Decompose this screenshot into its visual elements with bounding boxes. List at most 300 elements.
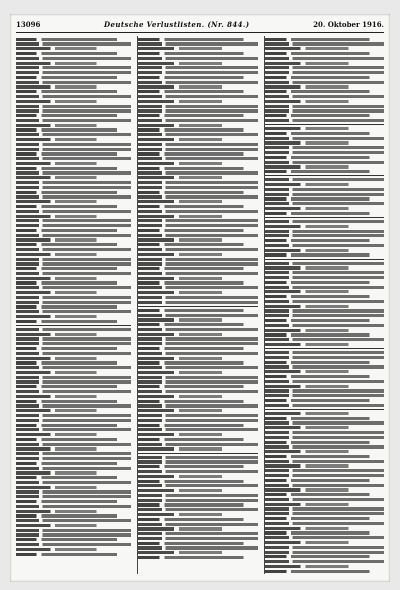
text-line [265, 165, 384, 168]
text-line [265, 507, 384, 510]
text-line [265, 338, 384, 341]
text-line [138, 119, 257, 122]
text-line [138, 176, 257, 179]
text-line [16, 42, 131, 45]
text-line [138, 465, 257, 468]
text-line [265, 85, 384, 88]
text-line [265, 188, 384, 191]
text-line [16, 476, 131, 479]
text-line [138, 551, 257, 554]
text-line [265, 324, 384, 327]
text-line [265, 361, 384, 364]
text-line [265, 356, 384, 359]
text-line [138, 433, 257, 436]
text-line [138, 371, 257, 374]
text-line [265, 105, 384, 108]
text-line [138, 376, 257, 379]
text-line [138, 258, 257, 261]
text-line [265, 455, 384, 458]
text-line [16, 272, 131, 275]
publication-title: Deutsche Verlustlisten. [104, 20, 205, 29]
text-line [16, 533, 131, 536]
text-line [16, 553, 131, 556]
text-line [16, 262, 131, 265]
text-line [138, 361, 257, 364]
text-line [16, 414, 131, 417]
text-line [265, 512, 384, 515]
text-block [16, 36, 131, 557]
text-line [138, 443, 257, 446]
text-line [16, 320, 131, 323]
text-line [265, 441, 384, 444]
text-line [16, 76, 131, 79]
text-line [16, 395, 131, 398]
text-line [265, 555, 384, 558]
page-number: 13096 [16, 20, 41, 29]
text-line [265, 503, 384, 506]
text-line [265, 109, 384, 112]
text-line [16, 105, 131, 108]
text-line [16, 181, 131, 184]
text-line [138, 76, 257, 79]
text-line [265, 560, 384, 563]
text-line [265, 212, 384, 215]
text-line [265, 132, 384, 135]
text-line [16, 281, 131, 284]
text-line [265, 262, 384, 265]
text-line [138, 337, 257, 340]
text-line [138, 480, 257, 483]
text-line [265, 484, 384, 487]
text-line [265, 295, 384, 298]
text-line [16, 128, 131, 131]
text-line [265, 137, 384, 140]
text-line [138, 47, 257, 50]
text-line [138, 109, 257, 112]
text-line [265, 399, 384, 402]
text-line [138, 133, 257, 136]
text-line [138, 253, 257, 256]
text-block [138, 36, 257, 561]
text-line [138, 152, 257, 155]
text-line [16, 119, 131, 122]
text-line [138, 57, 257, 60]
text-line [138, 323, 257, 326]
text-line [265, 570, 384, 573]
column-middle [137, 36, 257, 574]
text-line [138, 537, 257, 540]
text-line [138, 215, 257, 218]
text-line [16, 500, 131, 503]
text-line [16, 328, 131, 331]
text-line [16, 215, 131, 218]
text-line [138, 419, 257, 422]
text-line [265, 445, 384, 448]
text-line [265, 76, 384, 79]
text-line [16, 538, 131, 541]
text-line [265, 119, 384, 122]
text-line [265, 47, 384, 50]
text-line [16, 171, 131, 174]
text-line [265, 71, 384, 74]
text-line [265, 565, 384, 568]
text-line [265, 197, 384, 200]
text-line [16, 205, 131, 208]
text-line [265, 230, 384, 233]
text-line [138, 523, 257, 526]
text-line [265, 38, 384, 41]
text-line [16, 210, 131, 213]
text-line [16, 428, 131, 431]
text-line [138, 267, 257, 270]
text-line [138, 205, 257, 208]
text-line [16, 100, 131, 103]
text-line [16, 385, 131, 388]
text-line [265, 100, 384, 103]
text-line [16, 419, 131, 422]
text-line [265, 450, 384, 453]
text-line [265, 333, 384, 336]
text-line [16, 157, 131, 160]
text-line [16, 376, 131, 379]
text-line [16, 443, 131, 446]
text-line [265, 370, 384, 373]
text-line [265, 412, 384, 415]
text-line [265, 385, 384, 388]
column-left [16, 36, 131, 574]
newspaper-page [10, 14, 390, 582]
section-divider [265, 175, 384, 176]
text-line [265, 300, 384, 303]
text-line [16, 81, 131, 84]
text-line [265, 417, 384, 420]
text-line [138, 234, 257, 237]
text-line [16, 143, 131, 146]
text-line [138, 342, 257, 345]
text-line [265, 151, 384, 154]
text-line [138, 390, 257, 393]
text-line [16, 186, 131, 189]
text-line [265, 95, 384, 98]
text-line [138, 100, 257, 103]
text-line [138, 314, 257, 317]
text-line [265, 266, 384, 269]
text-line [265, 389, 384, 392]
text-line [138, 85, 257, 88]
text-line [16, 495, 131, 498]
text-line [265, 178, 384, 181]
text-line [138, 281, 257, 284]
text-line [138, 238, 257, 241]
text-line [265, 253, 384, 256]
text-line [265, 286, 384, 289]
text-line [138, 157, 257, 160]
section-divider [16, 325, 131, 326]
text-line [265, 114, 384, 117]
text-line [16, 253, 131, 256]
text-line [16, 462, 131, 465]
text-line [265, 66, 384, 69]
text-line [265, 394, 384, 397]
text-line [138, 470, 257, 473]
text-line [265, 193, 384, 196]
text-line [16, 138, 131, 141]
text-line [138, 291, 257, 294]
text-line [265, 42, 384, 45]
text-line [16, 52, 131, 55]
text-line [16, 352, 131, 355]
text-line [265, 156, 384, 159]
text-line [138, 508, 257, 511]
text-line [16, 148, 131, 151]
text-line [138, 357, 257, 360]
text-line [138, 414, 257, 417]
text-line [265, 305, 384, 308]
text-line [138, 286, 257, 289]
text-line [265, 329, 384, 332]
text-line [138, 456, 257, 459]
text-line [265, 380, 384, 383]
text-line [16, 315, 131, 318]
text-line [16, 390, 131, 393]
text-line [16, 519, 131, 522]
text-line [16, 95, 131, 98]
text-line [138, 71, 257, 74]
page-title [104, 20, 249, 29]
text-line [16, 296, 131, 299]
text-line [16, 286, 131, 289]
text-line [138, 186, 257, 189]
text-line [16, 467, 131, 470]
text-line [265, 469, 384, 472]
text-line [138, 52, 257, 55]
text-line [138, 191, 257, 194]
text-line [138, 143, 257, 146]
section-divider [265, 259, 384, 260]
text-line [16, 267, 131, 270]
text-line [138, 328, 257, 331]
text-line [16, 548, 131, 551]
text-line [138, 224, 257, 227]
text-line [138, 475, 257, 478]
text-line [138, 460, 257, 463]
text-line [16, 85, 131, 88]
text-line [138, 428, 257, 431]
text-line [138, 352, 257, 355]
text-line [138, 400, 257, 403]
text-line [265, 141, 384, 144]
text-line [138, 66, 257, 69]
text-line [138, 229, 257, 232]
text-line [265, 170, 384, 173]
text-line [16, 301, 131, 304]
text-line [16, 333, 131, 336]
text-line [138, 162, 257, 165]
text-line [16, 347, 131, 350]
text-line [16, 371, 131, 374]
text-line [16, 248, 131, 251]
text-line [265, 474, 384, 477]
text-line [265, 546, 384, 549]
text-line [265, 421, 384, 424]
text-line [138, 494, 257, 497]
text-line [138, 262, 257, 265]
text-line [138, 167, 257, 170]
text-line [16, 167, 131, 170]
text-line [16, 424, 131, 427]
section-divider [265, 124, 384, 125]
text-line [138, 181, 257, 184]
section-divider [265, 217, 384, 218]
text-line [138, 527, 257, 530]
text-line [265, 239, 384, 242]
text-line [16, 524, 131, 527]
text-line [138, 513, 257, 516]
text-line [138, 200, 257, 203]
text-line [265, 404, 384, 407]
text-line [138, 138, 257, 141]
text-line [265, 234, 384, 237]
text-line [265, 464, 384, 467]
text-line [16, 219, 131, 222]
text-line [265, 309, 384, 312]
text-line [265, 319, 384, 322]
text-line [265, 127, 384, 130]
text-line [16, 361, 131, 364]
text-line [138, 309, 257, 312]
text-line [16, 57, 131, 60]
text-line [16, 191, 131, 194]
page-date: 20. Oktober 1916. [313, 20, 384, 29]
text-line [16, 337, 131, 340]
text-line [138, 380, 257, 383]
text-line [138, 518, 257, 521]
text-line [265, 314, 384, 317]
text-line [138, 195, 257, 198]
text-line [265, 536, 384, 539]
text-line [265, 57, 384, 60]
text-columns [16, 36, 384, 574]
text-line [16, 90, 131, 93]
section-divider [265, 409, 384, 410]
text-line [16, 66, 131, 69]
text-line [265, 479, 384, 482]
text-line [16, 71, 131, 74]
text-line [16, 471, 131, 474]
text-line [16, 400, 131, 403]
text-line [16, 62, 131, 65]
text-line [265, 436, 384, 439]
text-line [16, 505, 131, 508]
text-line [138, 38, 257, 41]
text-line [265, 351, 384, 354]
text-line [138, 542, 257, 545]
text-line [138, 503, 257, 506]
text-line [16, 124, 131, 127]
text-line [138, 484, 257, 487]
text-line [265, 62, 384, 65]
text-line [138, 438, 257, 441]
issue-number: (Nr. 844.) [207, 20, 250, 29]
text-line [138, 95, 257, 98]
text-line [16, 277, 131, 280]
text-line [265, 460, 384, 463]
text-line [138, 546, 257, 549]
text-line [138, 210, 257, 213]
text-line [16, 162, 131, 165]
text-line [16, 47, 131, 50]
text-line [138, 128, 257, 131]
text-line [138, 333, 257, 336]
text-line [265, 225, 384, 228]
text-line [16, 114, 131, 117]
text-line [265, 522, 384, 525]
text-line [265, 290, 384, 293]
text-line [265, 527, 384, 530]
text-line [138, 318, 257, 321]
text-line [16, 291, 131, 294]
text-line [138, 171, 257, 174]
text-line [265, 343, 384, 346]
text-line [138, 148, 257, 151]
text-line [265, 52, 384, 55]
text-line [265, 183, 384, 186]
text-line [138, 105, 257, 108]
text-line [16, 305, 131, 308]
text-line [16, 543, 131, 546]
text-line [16, 258, 131, 261]
text-line [265, 207, 384, 210]
text-line [138, 272, 257, 275]
text-line [265, 220, 384, 223]
text-line [16, 452, 131, 455]
text-line [265, 541, 384, 544]
text-line [16, 433, 131, 436]
text-line [138, 447, 257, 450]
text-line [138, 243, 257, 246]
text-line [16, 447, 131, 450]
text-line [16, 510, 131, 513]
section-divider [138, 453, 257, 454]
text-line [16, 109, 131, 112]
text-line [16, 229, 131, 232]
text-line [138, 62, 257, 65]
text-line [138, 301, 257, 304]
text-line [138, 248, 257, 251]
text-line [138, 42, 257, 45]
text-line [265, 426, 384, 429]
text-line [138, 81, 257, 84]
text-line [265, 81, 384, 84]
text-line [265, 281, 384, 284]
text-line [16, 133, 131, 136]
text-line [265, 271, 384, 274]
text-line [138, 90, 257, 93]
text-line [138, 532, 257, 535]
text-line [265, 431, 384, 434]
text-line [265, 276, 384, 279]
text-line [16, 200, 131, 203]
text-line [265, 249, 384, 252]
text-line [138, 347, 257, 350]
text-line [16, 152, 131, 155]
text-line [16, 486, 131, 489]
text-line [16, 490, 131, 493]
text-line [138, 424, 257, 427]
text-line [16, 457, 131, 460]
text-line [16, 366, 131, 369]
text-line [16, 380, 131, 383]
